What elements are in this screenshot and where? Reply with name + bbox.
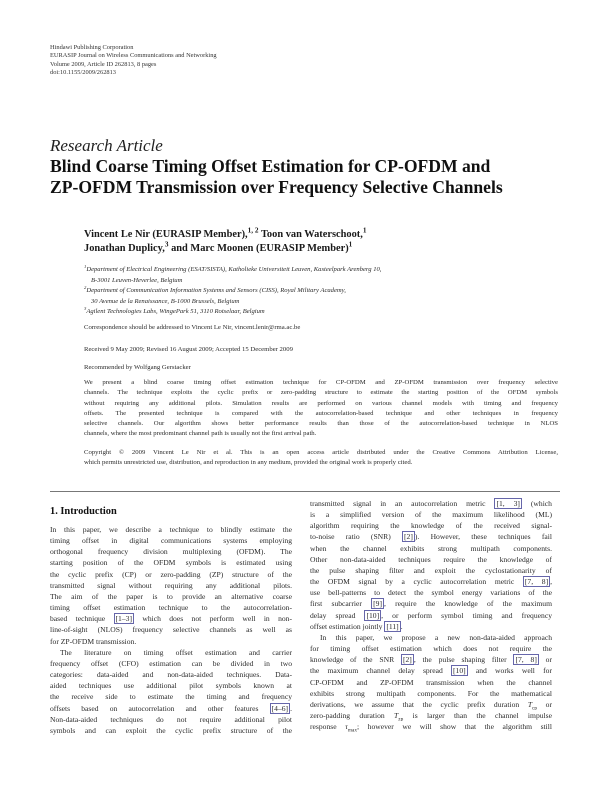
citation-link[interactable]: [11] — [386, 621, 399, 631]
body-line: the receive side to estimate the timing and frequency — [50, 692, 292, 702]
body-line — [310, 654, 552, 665]
affiliation-text: Agilent Technologies Labs, WingePark 51, 3110 Rotselaar, Belgium — [86, 308, 265, 316]
body-line: CP-OFDM and ZP-OFDM transmission when the channel — [310, 677, 552, 687]
body-line: use bell-patterns to detect the symbol energy variations of the — [310, 588, 552, 598]
section-heading: 1. Introduction — [50, 506, 117, 517]
body-line: aided techniques use additional pilot symbols known at — [50, 681, 292, 691]
affiliation-3 — [84, 307, 554, 318]
body-line: symbols and can exploit the cyclic prefix structure of the — [50, 725, 292, 735]
publisher-name: Hindawi Publishing Corporation — [50, 44, 134, 51]
journal-header — [50, 44, 217, 77]
citation-link[interactable]: [4–6] — [271, 703, 289, 713]
author-name: and Marc Moonen (EURASIP Member) — [168, 243, 349, 254]
text-run: , require the knowledge of the maximum — [383, 599, 552, 609]
affiliation-marker: 1 — [348, 240, 353, 249]
citation-link[interactable]: [1, 3] — [496, 499, 520, 508]
math-symbol: T — [394, 710, 399, 720]
body-line — [50, 613, 292, 624]
copyright-line: which permits unrestricted use, distribution, and reproduction in any medium, provided the original work is properly cited. — [84, 459, 413, 467]
title-line: ZP-OFDM Transmission over Frequency Selective Channels — [50, 177, 503, 197]
affiliation-text: 30 Avenue de la Renaissance, B-1000 Brussels, Belgium — [91, 297, 240, 305]
body-line — [310, 699, 552, 710]
affiliation-marker: 3 — [164, 240, 169, 249]
abstract-line: without requiring any additional pilots. Simulation results are performed on various channel models with timing and frequency — [84, 399, 558, 407]
body-line: Non-data-aided techniques do not require additional pilot — [50, 714, 292, 724]
text-run: response — [310, 722, 346, 732]
citation-link[interactable]: [7, 8] — [515, 655, 537, 665]
text-run: derivations, we assume that the cyclic prefix duration — [310, 699, 528, 709]
text-run: is larger than the channel impulse — [403, 710, 552, 720]
body-line: starting position of the OFDM symbols is estimated using — [50, 558, 292, 568]
text-run: and works well for — [467, 666, 552, 676]
text-run: which does not perform well in non- — [133, 614, 292, 624]
paper-title — [50, 156, 560, 198]
body-line: timing offset in digital communications systems employing — [50, 536, 292, 546]
doi[interactable]: doi:10.1155/2009/262813 — [50, 68, 116, 76]
affiliation-number: 2 — [84, 285, 87, 290]
text-run: ). However, these techniques fail — [414, 532, 552, 542]
body-line: categories: data-aided and non-data-aided techniques. Data- — [50, 670, 292, 680]
text-run: the maximum channel delay spread — [310, 666, 452, 676]
author-list — [84, 228, 554, 256]
body-line: the pulse shaping filter and exploit the cyclostationarity of — [310, 565, 552, 575]
body-line — [310, 621, 552, 632]
text-run: , — [550, 577, 552, 587]
text-run: the OFDM signal by a cyclic autocorrelation metric — [310, 577, 523, 587]
math-subscript: max — [347, 727, 358, 733]
body-line — [50, 703, 292, 714]
recommended-by: Recommended by Wolfgang Gerstacker — [84, 364, 191, 371]
text-run: offset estimation jointly — [310, 621, 385, 631]
abstract-line: selective channels. Our algorithm shows better performance results than those of the autocorrelation-based technique in NLOS — [84, 420, 558, 428]
text-run: . — [400, 621, 403, 631]
text-run: (which — [521, 499, 552, 508]
body-line — [310, 610, 552, 621]
title-line: Blind Coarse Timing Offset Estimation for CP-OFDM and — [50, 156, 491, 176]
citation-link[interactable]: [2] — [404, 532, 413, 542]
affiliation-text: Department of Electrical Engineering (ESAT/SISTA), Katholieke Universiteit Leuven, Kasteelpark Arenberg 10, — [86, 266, 382, 273]
math-symbol: τ — [345, 722, 348, 732]
correspondence: Correspondence should be addressed to Vincent Le Nir, vincent.lenir@rma.ac.be — [84, 324, 301, 331]
body-line — [310, 721, 552, 732]
affiliations — [84, 265, 554, 318]
affiliation-1-cont — [84, 276, 554, 287]
abstract-line: channels, where the most predominant channel path is usually not the first arrival path. — [84, 430, 317, 438]
body-line — [310, 598, 552, 609]
affiliation-2-cont — [84, 297, 554, 308]
text-run: ; however we will show that the algorithm still — [357, 722, 552, 732]
text-run: first subcarrier — [310, 599, 372, 609]
affiliation-number: 1 — [84, 263, 87, 269]
body-line: is a simplified version of the maximum likelihood (ML) — [310, 510, 552, 520]
abstract-line: channels. The technique exploits the cyclic prefix or zero-padding structure to estimate the starting position of the OFDM symbols — [84, 389, 558, 397]
text-run: . — [290, 703, 292, 713]
abstract-line: offsets. The presented technique is compared with the autocorrelation-based technique and other techniques in frequency — [84, 409, 558, 417]
body-line: algorithm requiring the knowledge of the received signal- — [310, 521, 552, 531]
body-line: In this paper, we propose a new non-data-aided approach — [320, 632, 552, 642]
citation-link[interactable]: [10] — [366, 610, 380, 620]
affiliation-text: B-3001 Leuven-Heverlee, Belgium — [91, 276, 183, 284]
author-name: Vincent Le Nir (EURASIP Member), — [84, 229, 248, 240]
body-line: timing offset estimation technique to the autocorrelation- — [50, 603, 292, 613]
volume-info: Volume 2009, Article ID 262813, 8 pages — [50, 60, 157, 68]
article-type: Research Article — [50, 136, 163, 155]
body-line — [310, 531, 552, 542]
author-name: Jonathan Duplicy, — [84, 243, 165, 254]
text-run: zero-padding duration — [310, 710, 395, 720]
text-run: based technique — [50, 614, 114, 624]
body-line: exhibits strong multipath components. For the mathematical — [310, 688, 552, 698]
body-column-left — [50, 524, 292, 736]
affiliation-number: 3 — [84, 306, 87, 312]
author-line — [84, 242, 554, 256]
citation-link[interactable]: [2] — [402, 655, 412, 665]
citation-link[interactable]: [9] — [373, 599, 382, 609]
math-symbol: T — [527, 699, 533, 709]
affiliation-2 — [84, 286, 554, 297]
text-run: , or perform symbol timing and frequency — [381, 610, 552, 620]
text-run: knowledge of the SNR — [310, 655, 401, 665]
body-line — [310, 576, 552, 587]
text-run: , the pulse shaping filter — [413, 655, 514, 665]
body-line: for timing offset estimation which does not require the — [310, 644, 552, 654]
text-run: or — [537, 699, 552, 709]
abstract-line: We present a blind coarse timing offset estimation technique for CP-OFDM and ZP-OFDM transmission over frequency selective — [84, 379, 558, 386]
body-line — [310, 710, 552, 721]
body-line: The literature on timing offset estimation and carrier — [60, 647, 292, 657]
copyright-line: Copyright © 2009 Vincent Le Nir et al. This is an open access article distributed under the Creative Commons Attribution License, — [84, 449, 558, 456]
body-column-right — [310, 498, 552, 732]
math-subscript: zp — [398, 716, 404, 722]
divider — [50, 491, 560, 492]
affiliation-marker: 1 — [362, 226, 367, 235]
received-dates: Received 9 May 2009; Revised 16 August 2009; Accepted 15 December 2009 — [84, 346, 293, 353]
citation-link[interactable]: [7, 8] — [524, 577, 549, 587]
text-run: or — [538, 655, 552, 665]
math-subscript: cp — [532, 705, 538, 710]
text-run: transmitted signal in an autocorrelation metric — [310, 499, 495, 508]
text-run: offsets based on autocorrelation and other features — [50, 703, 270, 713]
body-line: In this paper, we describe a technique to blindly estimate the — [50, 525, 292, 534]
body-line: when the channel exhibits strong multipath components. — [310, 543, 552, 553]
journal-name: EURASIP Journal on Wireless Communications and Networking — [50, 52, 217, 60]
affiliation-text: Department of Communication Information Systems and Sensors (CISS), Royal Military Academy, — [86, 287, 346, 295]
body-line — [310, 498, 552, 509]
body-line: line-of-sight (NLOS) frequency selective channels as well as — [50, 625, 292, 635]
body-line — [310, 665, 552, 676]
text-run: delay spread — [310, 610, 365, 620]
affiliation-1 — [84, 265, 554, 276]
body-line: frequency offset (CFO) estimation can be divided in two — [50, 658, 292, 668]
body-line: orthogonal frequency division multiplexing (OFDM). The — [50, 547, 292, 557]
citation-link[interactable]: [1–3] — [115, 614, 132, 624]
abstract — [84, 378, 558, 440]
body-line: The aim of the paper is to provide an alternative coarse — [50, 591, 292, 601]
body-line: the cyclic prefix (CP) or zero-padding (ZP) structure of the — [50, 569, 292, 579]
author-name: Toon van Waterschoot, — [258, 229, 363, 240]
body-line: transmitted signal without requiring any additional pilots. — [50, 580, 292, 590]
affiliation-marker: 1, 2 — [247, 226, 259, 235]
body-line: for ZP-OFDM transmission. — [50, 636, 137, 646]
text-run: to-noise ratio (SNR) — [310, 532, 403, 542]
citation-link[interactable]: [10] — [453, 666, 466, 676]
author-line — [84, 228, 554, 242]
body-line: Other non-data-aided techniques require the knowledge of — [310, 554, 552, 564]
copyright — [84, 448, 558, 469]
